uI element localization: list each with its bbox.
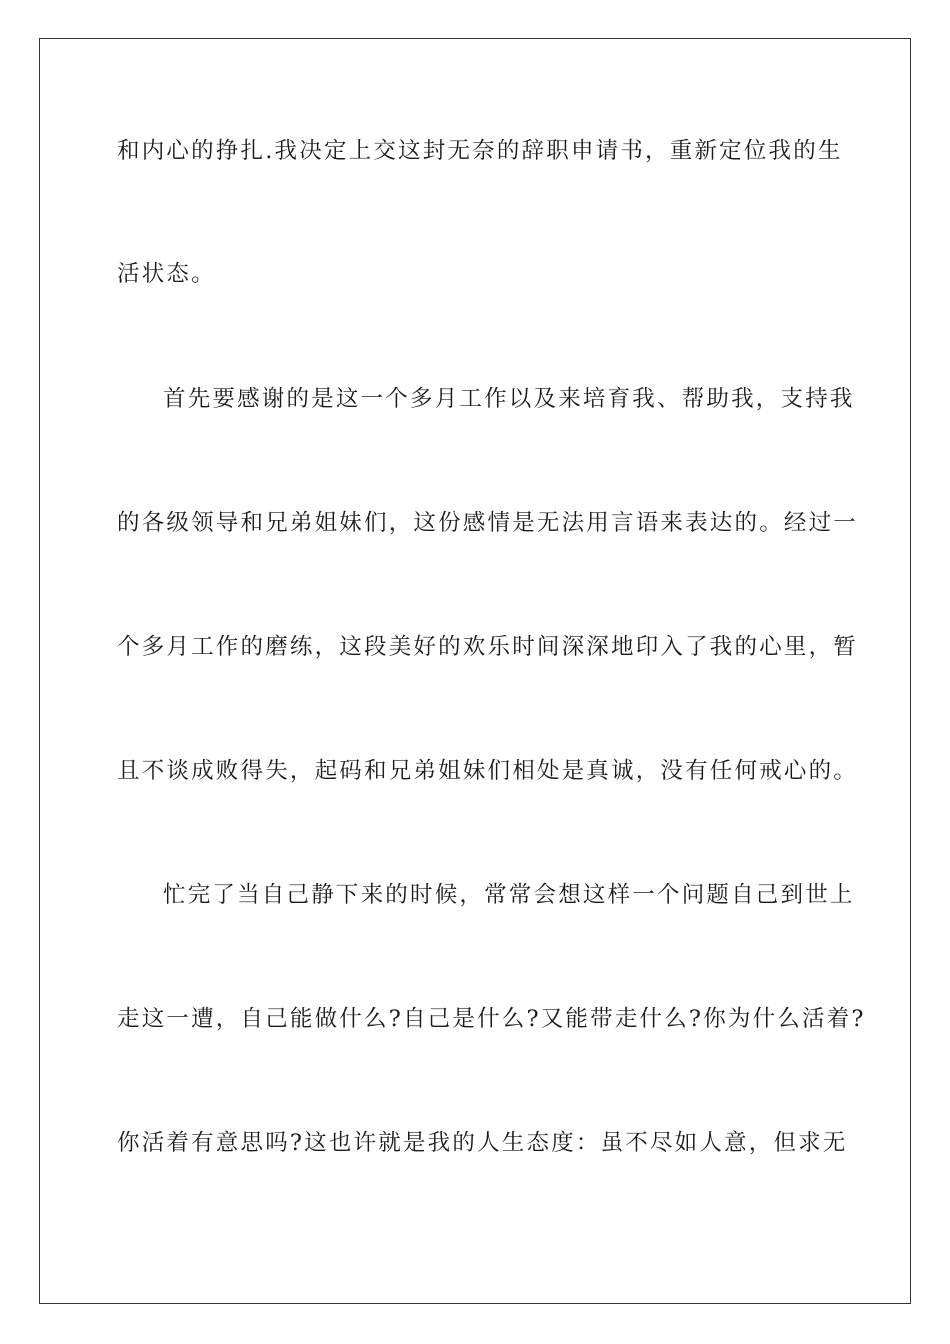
paragraph-start-line-7: 忙完了当自己静下来的时候，常常会想这样一个问题自己到世上	[163, 882, 855, 908]
text-line-8: 走这一遭，自己能做什么?自己是什么?又能带走什么?你为什么活着?	[117, 1006, 866, 1032]
text-line-9: 你活着有意思吗?这也许就是我的人生态度：虽不尽如人意，但求无	[117, 1130, 848, 1156]
text-line-2: 活状态。	[117, 261, 216, 287]
text-line-4: 的各级领导和兄弟姐妹们，这份感情是无法用言语来表达的。经过一	[117, 510, 859, 536]
text-line-1: 和内心的挣扎.我决定上交这封无奈的辞职申请书，重新定位我的生	[117, 138, 843, 164]
page-border	[39, 38, 911, 1304]
text-line-6: 且不谈成败得失，起码和兄弟姐妹们相处是真诚，没有任何戒心的。	[117, 758, 859, 784]
text-line-5: 个多月工作的磨练，这段美好的欢乐时间深深地印入了我的心里，暂	[117, 634, 859, 660]
paragraph-start-line-3: 首先要感谢的是这一个多月工作以及来培育我、帮助我，支持我	[163, 386, 855, 412]
